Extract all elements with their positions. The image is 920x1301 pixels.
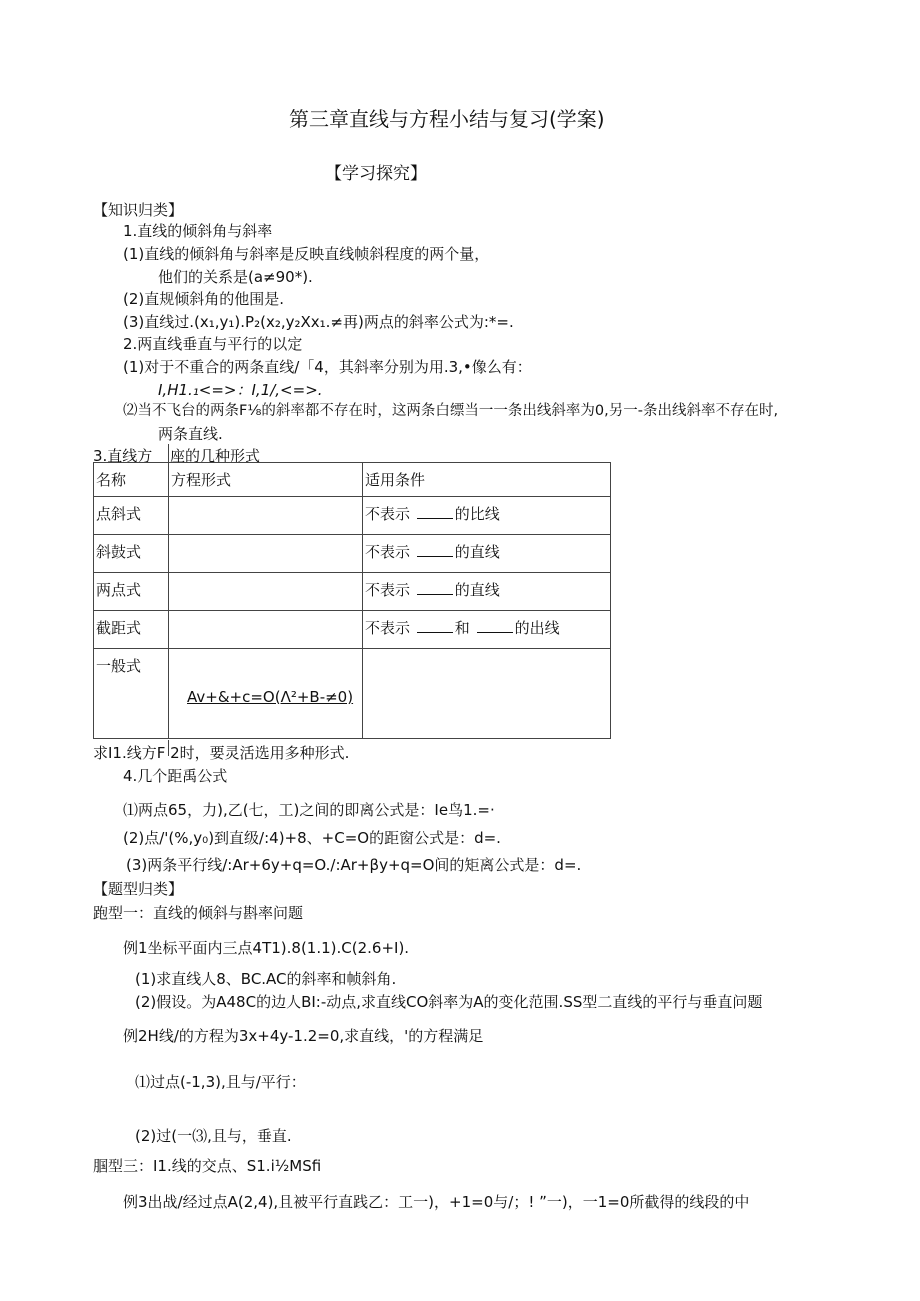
page-title: 第三章直线与方程小结与复习(学案) — [289, 107, 605, 131]
types-header: 【题型归类】 — [93, 880, 184, 898]
s3-title-a: 3.直线方 — [93, 447, 153, 465]
example-2-q1: ⑴过点(-1,3),且与/平行： — [135, 1073, 306, 1091]
row-condition — [363, 649, 611, 739]
row-form — [169, 611, 363, 649]
cond-text: 的比线 — [454, 505, 500, 523]
s2-line2b: 两条直线. — [158, 425, 223, 443]
row-condition — [363, 535, 611, 573]
fill-blank — [417, 543, 453, 557]
fill-blank — [477, 619, 513, 633]
distance-3: (3)两条平行线/:Ar+6y+q=O./:Ar+βy+q=O间的矩离公式是：d=. — [126, 856, 582, 874]
row-name: 两点式 — [94, 573, 169, 611]
cond-text: 不表示 — [365, 619, 411, 637]
general-form-formula: Av+&+c=O(Λ²+B-≠0) — [187, 687, 354, 706]
s1-line3: (3)直线过.(x₁,y₁).P₂(x₂,y₂Xx₁.≠再)两点的斜率公式为:*=. — [123, 313, 514, 331]
header-name: 名称 — [94, 463, 169, 497]
line-forms-table — [93, 462, 611, 739]
s1-line1: (1)直线的倾斜角与斜率是反映直线帧斜程度的两个量， — [123, 245, 490, 263]
cond-text: 不表示 — [365, 581, 411, 599]
row-form — [169, 535, 363, 573]
distance-2: (2)点/'(%,y₀)到直级/:4)+8、+C=O的距窗公式是：d=. — [123, 829, 501, 847]
cond-text: 的直线 — [454, 581, 500, 599]
fill-blank — [417, 581, 453, 595]
row-condition — [363, 573, 611, 611]
row-name: 点斜式 — [94, 497, 169, 535]
example-2-q2: (2)过(一⑶,且与，垂直. — [135, 1127, 292, 1145]
example-1: 例1坐标平面内三点4T1).8(1.1).C(2.6+I). — [123, 939, 410, 957]
section-subtitle: 【学习探究】 — [325, 164, 427, 184]
row-condition — [363, 611, 611, 649]
table-row — [94, 611, 611, 649]
row-name: 斜鼓式 — [94, 535, 169, 573]
fill-blank — [417, 619, 453, 633]
example-1-q1: (1)求直线人8、BC.AC的斜率和帧斜角. — [135, 970, 397, 988]
row-name: 一般式 — [94, 649, 169, 739]
s1-line2: (2)直规倾斜角的他围是. — [123, 290, 285, 308]
table-row — [94, 497, 611, 535]
fill-blank — [417, 505, 453, 519]
s2-line1: (1)对于不重合的两条直线/「4，其斜率分别为用.3,•像么有： — [123, 358, 532, 376]
cond-text: 的直线 — [454, 543, 500, 561]
example-3: 例3出战/经过点A(2,4),且被平行直践乙：工一)，+1=0与/；! ˮ一)，一1=0所截得的线段的中 — [123, 1193, 750, 1211]
table-row — [94, 535, 611, 573]
example-2: 例2H线/的方程为3x+4y-1.2=0,求直线，'的方程满足 — [123, 1027, 484, 1045]
row-form — [169, 497, 363, 535]
cond-text: 不表示 — [365, 543, 411, 561]
distance-title: 4.几个距禹公式 — [123, 767, 228, 785]
s1-title: 1.直线的倾斜角与斜率 — [123, 222, 273, 240]
s3-title-b: 座的几种形式 — [170, 447, 261, 465]
table-row — [94, 573, 611, 611]
table-edge-line-top — [168, 444, 169, 462]
s2-line2: ⑵当不飞台的两条F⅛的斜率都不存在时，这两条白缥当一一条出线斜率为0,另一-条出线斜率不存在时, — [123, 403, 779, 419]
header-form: 方程形式 — [169, 463, 363, 497]
knowledge-header: 【知识归类】 — [93, 201, 184, 219]
type-3-title: 腘型三：I1.线的交点、S1.i½MSfi — [93, 1157, 322, 1175]
row-name: 截距式 — [94, 611, 169, 649]
s2-line1b: I,H1.₁<=>：I,1/,<=>. — [158, 381, 323, 399]
table-header-row — [94, 463, 611, 497]
example-1-q2: (2)假设。为A48C的边人BI:-动点,求直线CO斜率为A的变化范围.SS型二直线的平行与垂直问题 — [135, 993, 763, 1011]
type-1-title: 跑型一：直线的倾斜与斟率问题 — [93, 904, 304, 922]
cond-text: 不表示 — [365, 505, 411, 523]
row-form — [169, 649, 363, 739]
distance-1: ⑴两点65，力),乙(七，工)之间的即离公式是：Ie鸟1.=· — [123, 801, 495, 819]
cond-text: 和 — [454, 619, 470, 637]
s2-title: 2.两直线垂直与平行的以定 — [123, 335, 303, 353]
cond-text: 的出线 — [514, 619, 560, 637]
after-table-note: 求I1.线方F 2时，要灵活选用多种形式. — [93, 744, 350, 762]
row-form — [169, 573, 363, 611]
row-condition — [363, 497, 611, 535]
header-condition: 适用条件 — [363, 463, 611, 497]
s1-line1b: 他们的关系是(a≠90*). — [158, 268, 313, 286]
table-row — [94, 649, 611, 739]
